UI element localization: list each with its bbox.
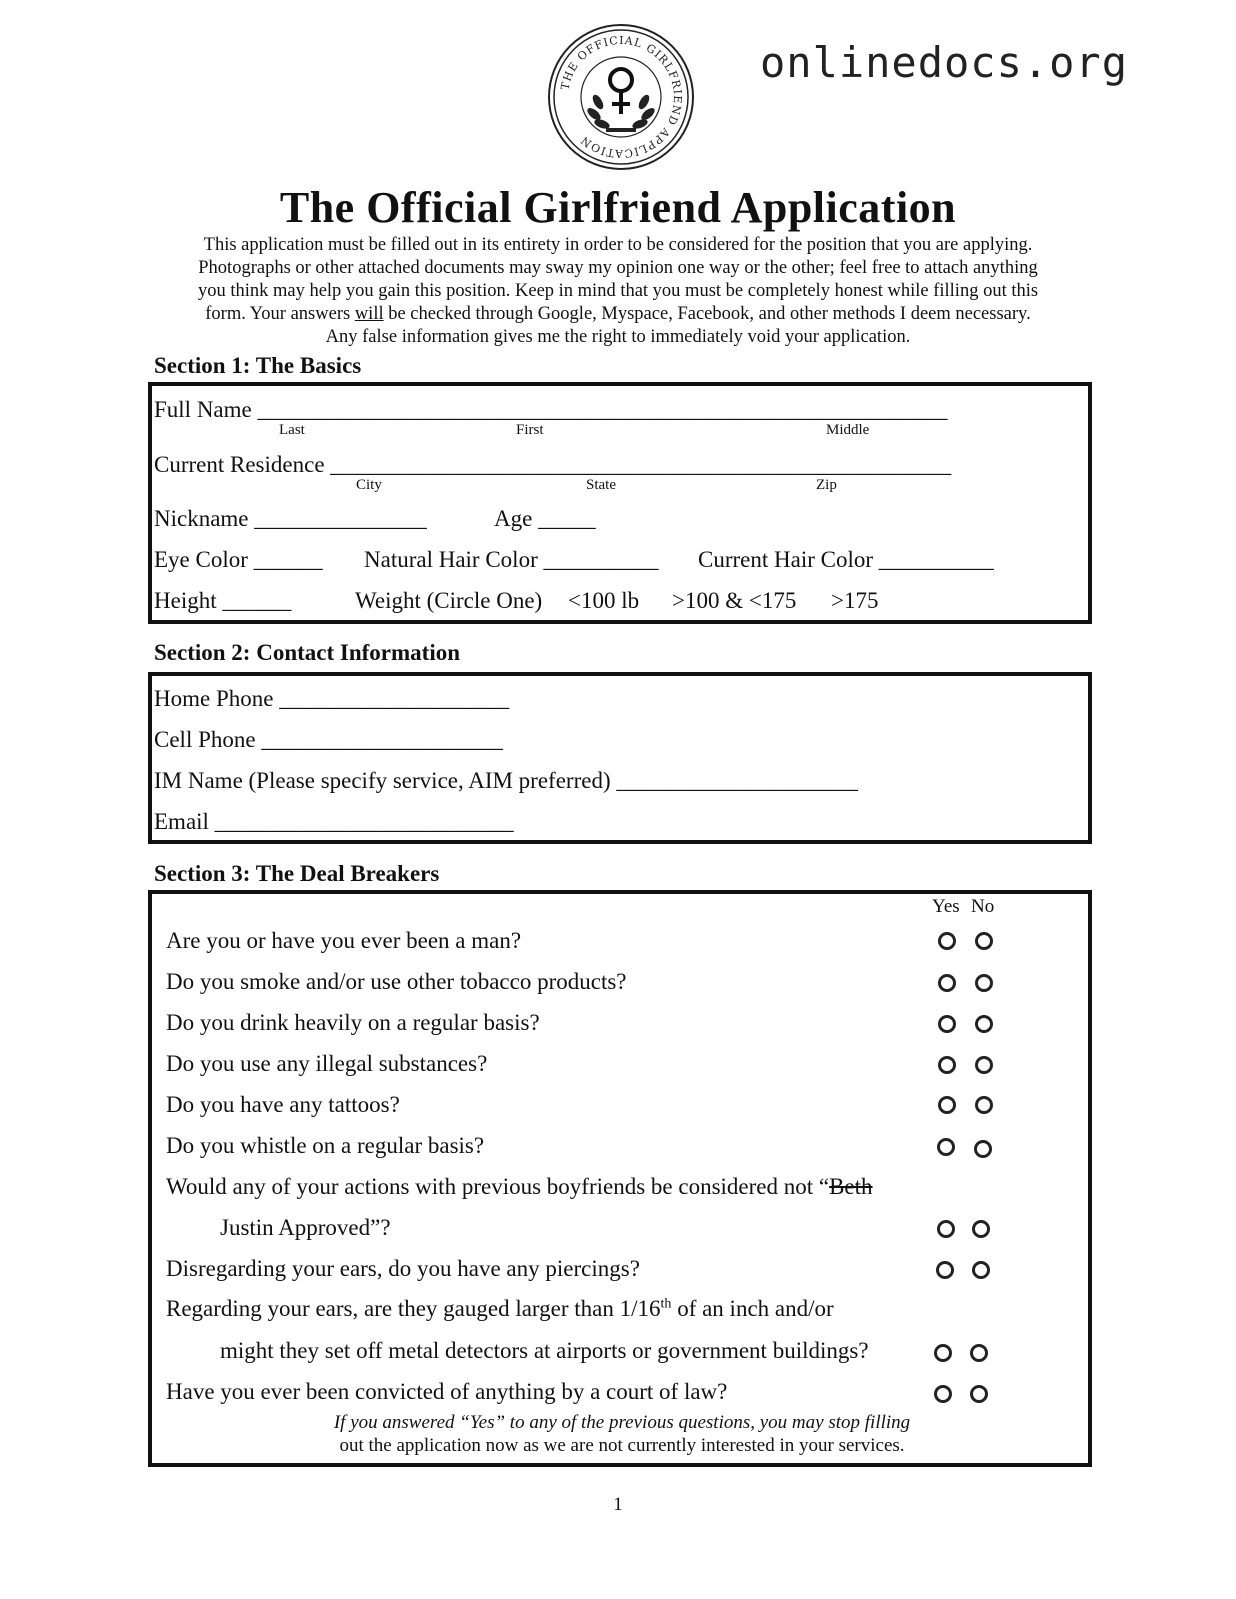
- q6-yes-radio[interactable]: [937, 1138, 955, 1156]
- q9-yes-radio[interactable]: [934, 1344, 952, 1362]
- q8-yes-radio[interactable]: [936, 1261, 954, 1279]
- question-8: Disregarding your ears, do you have any piercings?: [166, 1256, 640, 1281]
- q9-no-radio[interactable]: [970, 1344, 988, 1362]
- state-label: State: [586, 477, 616, 493]
- residence-field[interactable]: Current Residence ______________________________________________________: [154, 452, 952, 477]
- q5-yes-radio[interactable]: [938, 1096, 956, 1114]
- q10-yes-radio[interactable]: [934, 1385, 952, 1403]
- full-name-field[interactable]: Full Name ____________________________________________________________: [154, 397, 948, 422]
- question-9-text: Regarding your ears, are they gauged larger than 1/16: [166, 1296, 661, 1321]
- q7-no-radio[interactable]: [972, 1220, 990, 1238]
- q7-yes-radio[interactable]: [937, 1220, 955, 1238]
- section1-heading: Section 1: The Basics: [154, 353, 362, 378]
- female-symbol-icon: [610, 69, 632, 114]
- intro-line: [150, 303, 1086, 326]
- question-10: Have you ever been convicted of anything by a court of law?: [166, 1379, 728, 1404]
- q4-yes-radio[interactable]: [938, 1056, 956, 1074]
- nickname-field[interactable]: Nickname _______________: [154, 506, 427, 531]
- first-name-label: First: [516, 422, 544, 438]
- question-9-text: of an inch and/or: [671, 1296, 834, 1321]
- question-7-continued: Justin Approved”?: [220, 1215, 391, 1240]
- no-column-label: No: [971, 896, 995, 917]
- intro-line: Photographs or other attached documents may sway my opinion one way or the other; feel free to attach anything: [198, 258, 1038, 278]
- question-6: Do you whistle on a regular basis?: [166, 1133, 485, 1158]
- q3-yes-radio[interactable]: [938, 1015, 956, 1033]
- q8-no-radio[interactable]: [972, 1261, 990, 1279]
- deal-breaker-note: [150, 1411, 1094, 1457]
- middle-name-label: Middle: [826, 422, 870, 438]
- q1-yes-radio[interactable]: [938, 932, 956, 950]
- ordinal-suffix: th: [660, 1296, 672, 1312]
- note-line: out the application now as we are not currently interested in your services.: [339, 1435, 905, 1456]
- intro-emphasis: will: [354, 304, 384, 324]
- weight-option-100-175[interactable]: >100 & <175: [672, 588, 797, 613]
- question-4: Do you use any illegal substances?: [166, 1051, 488, 1076]
- page-title: The Official Girlfriend Application: [279, 183, 957, 232]
- question-3: Do you drink heavily on a regular basis?: [166, 1010, 540, 1035]
- height-field[interactable]: Height ______: [154, 588, 292, 613]
- struck-name: Beth: [829, 1174, 873, 1199]
- question-1: Are you or have you ever been a man?: [166, 928, 522, 953]
- q2-yes-radio[interactable]: [938, 974, 956, 992]
- yes-column-label: Yes: [932, 896, 960, 917]
- last-name-label: Last: [279, 422, 305, 438]
- q5-no-radio[interactable]: [975, 1096, 993, 1114]
- intro-text: form. Your answers: [205, 304, 355, 324]
- seal-ring-text: THE OFFICIAL GIRLFRIEND APPLICATION: [558, 33, 685, 161]
- cell-phone-field[interactable]: Cell Phone _____________________: [154, 727, 503, 752]
- question-7-text: Would any of your actions with previous boyfriends be considered not “: [166, 1174, 830, 1199]
- q4-no-radio[interactable]: [975, 1056, 993, 1074]
- current-hair-field[interactable]: Current Hair Color __________: [698, 547, 994, 572]
- section3-heading: Section 3: The Deal Breakers: [154, 861, 440, 886]
- zip-label: Zip: [816, 477, 837, 493]
- page-number: 1: [613, 1494, 623, 1515]
- question-7: [166, 1174, 873, 1200]
- weight-label: Weight (Circle One): [355, 588, 543, 613]
- question-5: Do you have any tattoos?: [166, 1092, 400, 1117]
- question-9-continued: might they set off metal detectors at airports or government buildings?: [220, 1338, 869, 1363]
- home-phone-field[interactable]: Home Phone ____________________: [154, 686, 510, 711]
- q6-no-radio[interactable]: [974, 1140, 992, 1158]
- intro-text: be checked through Google, Myspace, Facebook, and other methods I deem necessary.: [383, 304, 1031, 324]
- application-seal: [546, 22, 696, 172]
- im-name-field[interactable]: IM Name (Please specify service, AIM preferred) _____________________: [154, 768, 858, 793]
- q10-no-radio[interactable]: [970, 1385, 988, 1403]
- email-field[interactable]: Email __________________________: [154, 809, 514, 834]
- question-2: Do you smoke and/or use other tobacco products?: [166, 969, 627, 994]
- q1-no-radio[interactable]: [975, 932, 993, 950]
- intro-line: you think may help you gain this position. Keep in mind that you must be completely honest while filling out this: [197, 281, 1039, 301]
- city-label: City: [356, 477, 382, 493]
- section2-heading: Section 2: Contact Information: [154, 640, 460, 665]
- question-9: [166, 1296, 834, 1322]
- weight-option-over-175[interactable]: >175: [831, 588, 879, 613]
- weight-option-under-100[interactable]: <100 lb: [568, 588, 640, 613]
- intro-paragraph: [150, 234, 1086, 349]
- intro-line: This application must be filled out in its entirety in order to be considered for the position that you are applying.: [203, 235, 1033, 255]
- natural-hair-field[interactable]: Natural Hair Color __________: [364, 547, 659, 572]
- note-line: If you answered “Yes” to any of the previous questions, you may stop filling: [333, 1412, 911, 1433]
- eye-color-field[interactable]: Eye Color ______: [154, 547, 323, 572]
- intro-line: Any false information gives me the right to immediately void your application.: [325, 327, 911, 347]
- q2-no-radio[interactable]: [975, 974, 993, 992]
- q3-no-radio[interactable]: [975, 1015, 993, 1033]
- watermark: onlinedocs.org: [760, 38, 1129, 87]
- age-field[interactable]: Age _____: [494, 506, 596, 531]
